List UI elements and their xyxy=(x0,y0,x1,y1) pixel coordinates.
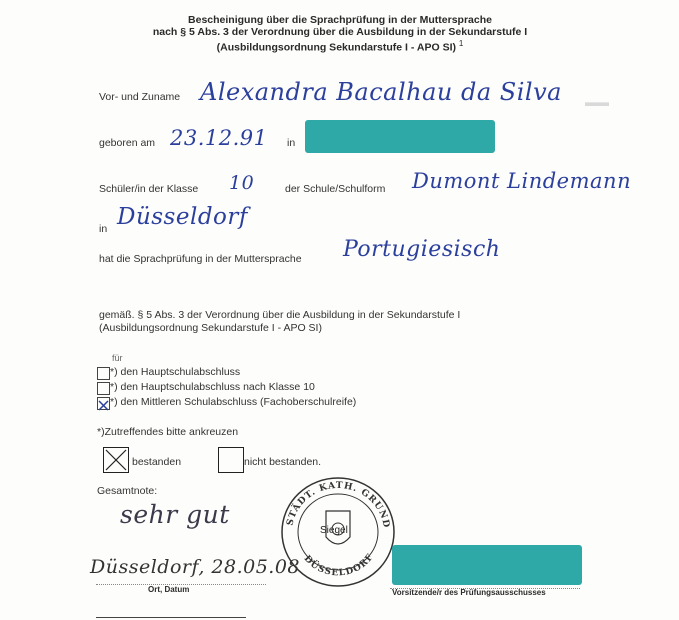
class-label: Schüler/in der Klasse xyxy=(99,183,199,195)
checkbox-passed[interactable] xyxy=(103,447,129,473)
school-label: der Schule/Schulform xyxy=(285,183,386,195)
born-label: geboren am xyxy=(99,137,156,149)
place-date-label: Ort, Datum xyxy=(148,585,190,594)
name-label: Vor- und Zuname xyxy=(99,91,181,103)
redaction-chair-signature xyxy=(392,545,582,585)
passed-label: bestanden xyxy=(132,456,182,468)
option-hauptschulabschluss: *) den Hauptschulabschluss xyxy=(110,366,241,378)
option-note: *)Zutreffendes bitte ankreuzen xyxy=(97,426,239,438)
title-line-3-text: (Ausbildungsordnung Sekundarstufe I - APO SI) xyxy=(216,41,456,54)
regulation-line-1: gemäß. § 5 Abs. 3 der Verordnung über die Ausbildung in der Sekundarstufe I xyxy=(99,309,461,321)
name-value: Alexandra Bacalhau da Silva xyxy=(200,78,562,106)
regulation-line-2: (Ausbildungsordnung Sekundarstufe I - APO SI) xyxy=(99,322,322,334)
checkbox-hauptschulabschluss[interactable] xyxy=(97,367,110,380)
seal-inner-label: Siegel xyxy=(320,525,348,536)
grade-label: Gesamtnote: xyxy=(97,485,158,497)
footnote-rule xyxy=(96,617,246,618)
city-value: Düsseldorf xyxy=(117,204,248,230)
checkbox-failed[interactable] xyxy=(218,447,244,473)
birthplace-label: in xyxy=(287,137,296,149)
school-value: Dumont Lindemann xyxy=(412,169,632,193)
failed-label: nicht bestanden. xyxy=(244,456,322,468)
city-label: in xyxy=(99,223,108,235)
exam-language-value: Portugiesisch xyxy=(343,237,501,262)
place-date-value: Düsseldorf, 28.05.08 xyxy=(90,556,301,578)
chair-label: Vorsitzende/r des Prüfungsausschusses xyxy=(392,588,546,597)
svg-text:STÄDT. KATH. GRUNDSCHULE: STÄDT. KATH. GRUND xyxy=(285,480,391,530)
born-value: 23.12.91 xyxy=(170,126,268,150)
check-cross-icon xyxy=(104,448,128,472)
title-line-1: Bescheinigung über die Sprachprüfung in der Muttersprache xyxy=(188,14,492,26)
checkbox-mittlerer-schulabschluss[interactable] xyxy=(97,397,110,410)
svg-text:DÜSSELDORF: DÜSSELDORF xyxy=(301,551,377,579)
footnote-mark: 1 xyxy=(458,39,464,48)
class-value: 10 xyxy=(229,172,255,194)
check-cross-icon xyxy=(98,400,109,411)
bleed-through: ▬▬ xyxy=(585,95,609,109)
option-hauptschulabschluss-10: *) den Hauptschulabschluss nach Klasse 10 xyxy=(110,381,315,393)
exam-label: hat die Sprachprüfung in der Muttersprache xyxy=(99,253,302,265)
for-label: für xyxy=(112,353,123,363)
title-line-2: nach § 5 Abs. 3 der Verordnung über die Ausbildung in der Sekundarstufe I xyxy=(152,26,528,38)
grade-value: sehr gut xyxy=(120,500,230,529)
option-mittlerer-schulabschluss: *) den Mittleren Schulabschluss (Fachoberschulreife) xyxy=(110,396,357,408)
redaction-birthplace xyxy=(305,120,495,153)
title-line-3 xyxy=(90,38,590,54)
checkbox-hauptschulabschluss-10[interactable] xyxy=(97,382,110,395)
